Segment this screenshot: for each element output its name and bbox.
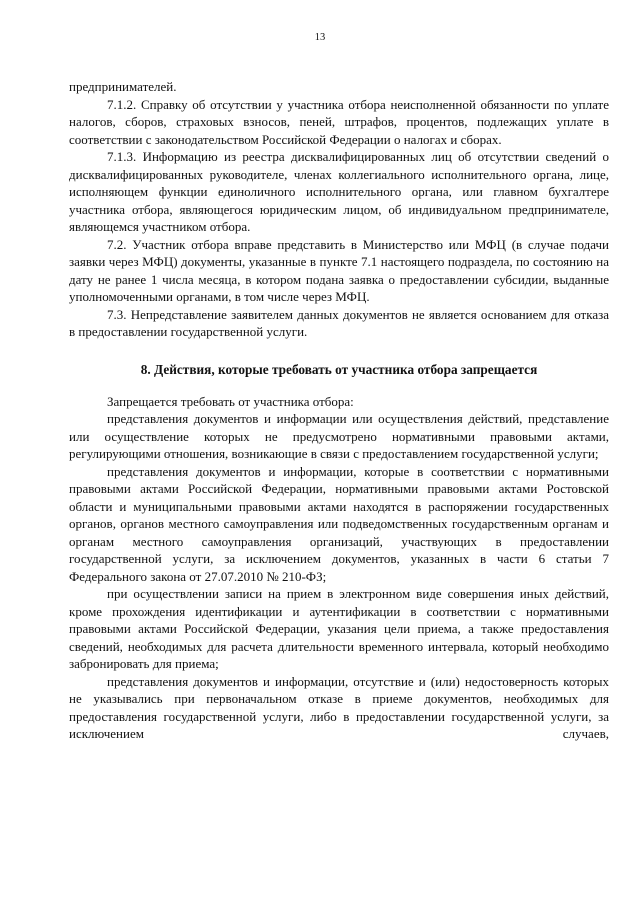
paragraph: 7.3. Непредставление заявителем данных документов не является основанием для отказа в предоставлении государственной услуги.	[69, 306, 609, 339]
page-number: 13	[314, 32, 326, 43]
paragraph: при осуществлении записи на прием в электронном виде совершения иных действий, кроме прохождения идентификации и аутентификации в соответствии с нормативными правовыми актами Российской Федерации, указания цели приема, а также предоставления сведений, необходимых для расчета длительности временного интервала, который необходимо забронировать для приема;	[69, 586, 609, 671]
document-body	[69, 78, 609, 743]
paragraph: 7.1.3. Информацию из реестра дисквалифицированных лиц об отсутствии сведений о дисквалифицированных руководителе, членах коллегиального исполнительного органа, лице, исполняющем функции единоличного исполнительного органа, или главном бухгалтере участника отбора, являющегося юридическим лицом, об индивидуальном предпринимателе, являющемся участником отбора.	[69, 149, 609, 234]
paragraph: представления документов и информации, которые в соответствии с нормативными правовыми актами Российской Федерации, нормативными правовыми актами Ростовской области и муниципальными правовыми актами находятся в распоряжении государственных органов, органов местного самоуправления или подведомственных государственным органам и органам местного самоуправления организаций, участвующих в предоставлении государственной услуги, за исключением документов, указанных в части 6 статьи 7 Федерального закона от 27.07.2010 № 210-ФЗ;	[69, 463, 609, 584]
paragraphs-after-heading	[69, 393, 609, 743]
paragraph: Запрещается требовать от участника отбора:	[107, 393, 354, 409]
paragraph: 7.2. Участник отбора вправе представить в Министерство или МФЦ (в случае подачи заявки через МФЦ) документы, указанные в пункте 7.1 настоящего подраздела, по состоянию на дату не ранее 1 числа месяца, в котором подана заявка о предоставлении субсидии, выданные уполномоченными органами, в том числе через МФЦ.	[69, 236, 609, 304]
paragraph: предпринимателей.	[69, 79, 177, 94]
paragraphs-before-heading	[69, 78, 609, 341]
paragraph: представления документов и информации, отсутствие и (или) недостоверность которых не указывались при первоначальном отказе в приеме документов, необходимых для предоставления государственной услуги, либо в предоставлении государственной услуги, за исключением случаев,	[69, 673, 609, 741]
paragraph: 7.1.2. Справку об отсутствии у участника отбора неисполненной обязанности по уплате налогов, сборов, страховых взносов, пеней, штрафов, процентов, подлежащих уплате в соответствии с законодательством Российской Федерации о налогах и сборах.	[69, 96, 609, 147]
section-heading: 8. Действия, которые требовать от участника отбора запрещается	[140, 361, 538, 377]
paragraph: представления документов и информации или осуществления действий, представление или осуществление которых не предусмотрено нормативными правовыми актами, регулирующими отношения, возникающие в связи с предоставлением государственной услуги;	[69, 411, 609, 461]
